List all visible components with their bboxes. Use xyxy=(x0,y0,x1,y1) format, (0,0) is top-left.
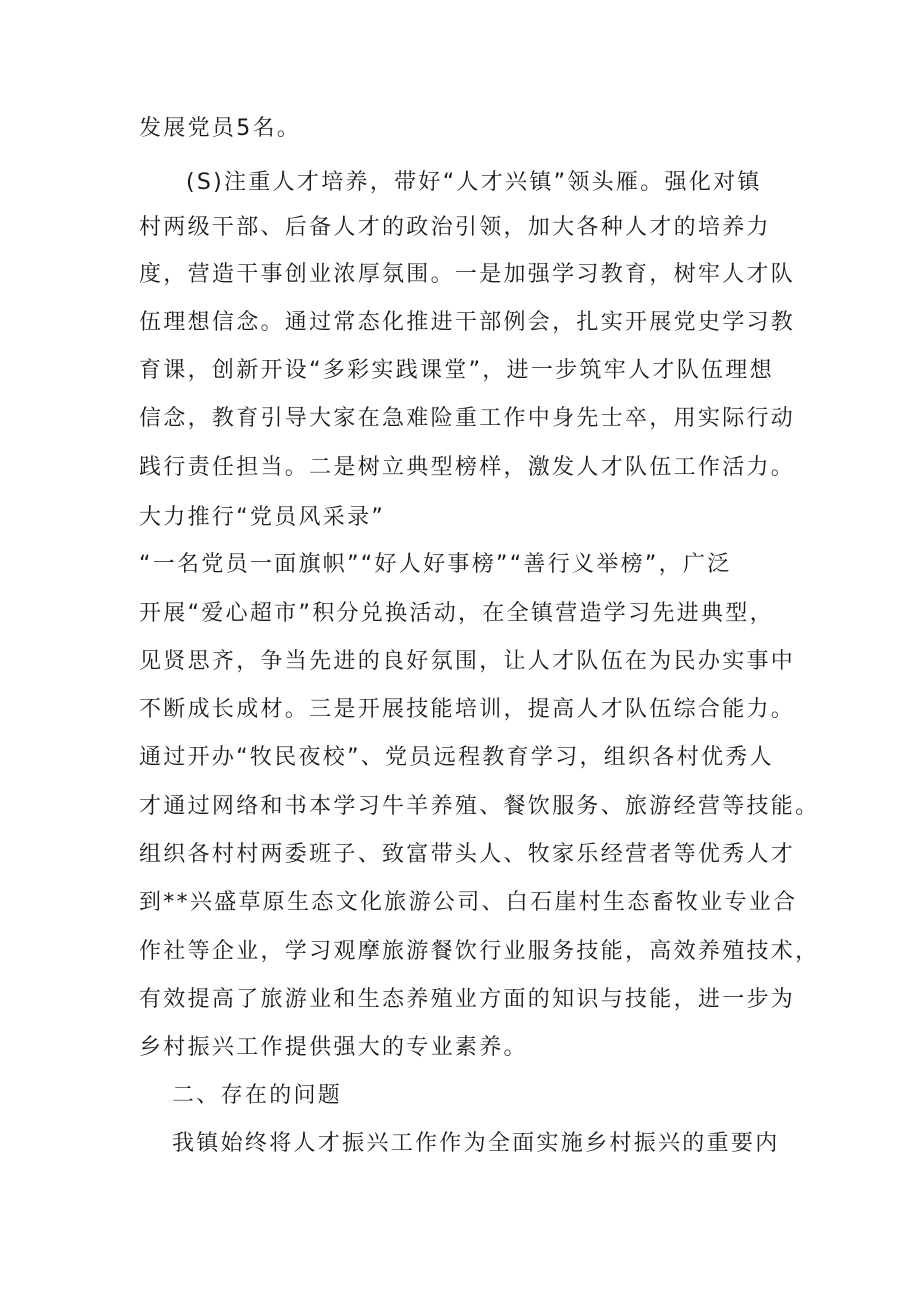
paragraph-line: 村两级干部、后备人才的政治引领，加大各种人才的培养力 xyxy=(139,215,771,240)
paragraph-line: 组织各村村两委班子、致富带头人、牧家乐经营者等优秀人才 xyxy=(139,842,796,867)
paragraph-line: 见贤思齐，争当先进的良好氛围，让人才队伍在为民办实事中 xyxy=(139,649,796,674)
paragraph-line: 度，营造干事创业浓厚氛围。一是加强学习教育，树牢人才队 xyxy=(139,262,796,287)
paragraph-line: 不断成长成材。三是开展技能培训，提高人才队伍综合能力。 xyxy=(139,697,796,722)
paragraph-line: 有效提高了旅游业和生态养殖业方面的知识与技能，进一步为 xyxy=(139,987,796,1012)
paragraph-line: 伍理想信念。通过常态化推进干部例会，扎实开展党史学习教 xyxy=(139,310,796,335)
paragraph-line: 我镇始终将人才振兴工作作为全面实施乡村振兴的重要内 xyxy=(172,1131,780,1156)
section-heading: 二、存在的问题 xyxy=(172,1083,343,1108)
paragraph-line: 践行责任担当。二是树立典型榜样，激发人才队伍工作活力。 xyxy=(139,455,796,480)
paragraph-line: 才通过网络和书本学习牛羊养殖、餐饮服务、旅游经营等技能。 xyxy=(139,794,820,819)
paragraph-line: 乡村振兴工作提供强大的专业素养。 xyxy=(139,1035,528,1060)
paragraph-line: 通过开办“牧民夜校”、党员远程教育学习，组织各村优秀人 xyxy=(139,745,774,770)
paragraph-line: 作社等企业，学习观摩旅游餐饮行业服务技能，高效养殖技术， xyxy=(139,939,820,964)
paragraph-line: 发展党员5名。 xyxy=(139,116,302,141)
paragraph-line: 开展“爱心超市”积分兑换活动，在全镇营造学习先进典型， xyxy=(139,601,774,626)
paragraph-line: “一名党员一面旗帜”“好人好事榜”“善行义举榜”，广泛 xyxy=(139,552,732,577)
paragraph-line: 信念，教育引导大家在急难险重工作中身先士卒，用实际行动 xyxy=(139,406,796,431)
paragraph-line: 到**兴盛草原生态文化旅游公司、白石崖村生态畜牧业专业合 xyxy=(139,890,798,915)
paragraph-line: 育课，创新开设“多彩实践课堂”，进一步筑牢人才队伍理想 xyxy=(139,358,774,383)
paragraph-line: (S)注重人才培养，带好“人才兴镇”领头雁。强化对镇 xyxy=(186,170,762,195)
paragraph-line: 大力推行“党员风采录” xyxy=(139,505,386,530)
